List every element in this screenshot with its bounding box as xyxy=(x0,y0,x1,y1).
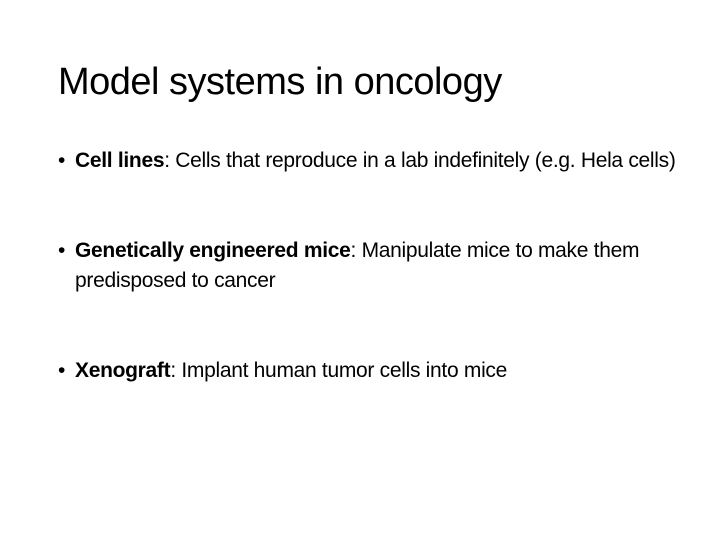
bullet-item-cell-lines xyxy=(58,146,698,176)
bullet-dot-icon: • xyxy=(58,149,66,172)
bullet-text: : Manipulate mice to make them predisposed to cancer xyxy=(75,239,640,292)
bullet-dot-icon: • xyxy=(58,359,66,382)
bullet-text: : Cells that reproduce in a lab indefinitely (e.g. Hela cells) xyxy=(164,149,676,172)
bullet-item-genetically-engineered-mice xyxy=(58,236,698,296)
bullet-term: Genetically engineered mice xyxy=(75,239,351,262)
bullet-item-xenograft xyxy=(58,356,698,386)
bullet-term: Cell lines xyxy=(75,149,165,172)
bullet-text: : Implant human tumor cells into mice xyxy=(170,359,508,382)
bullet-term: Xenograft xyxy=(75,359,171,382)
bullet-list xyxy=(58,146,698,386)
bullet-dot-icon: • xyxy=(58,239,66,262)
slide-title: Model systems in oncology xyxy=(58,61,502,103)
